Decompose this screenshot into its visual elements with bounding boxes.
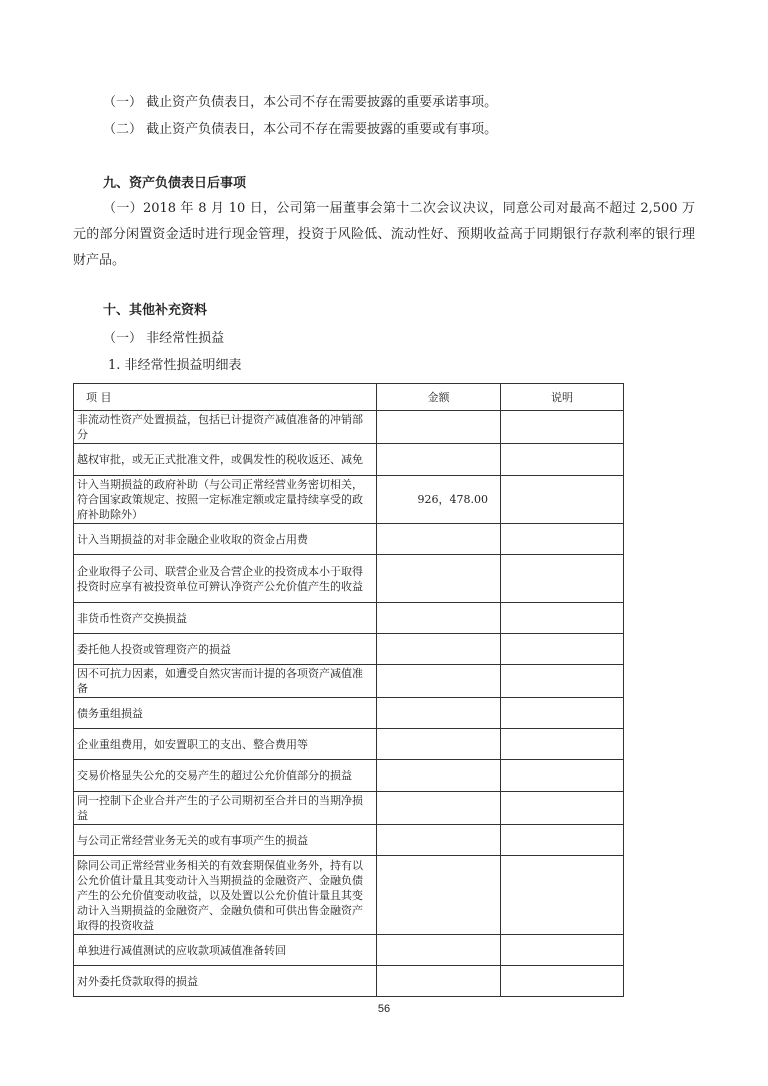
row-item: 委托他人投资或管理资产的损益: [74, 634, 377, 665]
section-9-paragraph: （一）2018 年 8 月 10 日，公司第一届董事会第十二次会议决议，同意公司对最高不超过 2,500 万元的部分闲置资金适时进行现金管理，投资于风险低、流动性好、预期收益高于同期银行存款利率的银行理财产品。: [73, 201, 695, 268]
row-amount: [377, 825, 501, 856]
row-amount: [377, 792, 501, 825]
row-amount: 926，478.00: [377, 476, 501, 524]
table-row: [74, 698, 624, 729]
section-10-heading: 十、其他补充资料: [103, 303, 208, 318]
table-row: [74, 555, 624, 603]
table-row: [74, 476, 624, 524]
row-amount: [377, 524, 501, 555]
table-row: [74, 966, 624, 997]
table-row: [74, 411, 624, 444]
row-item: 企业重组费用，如安置职工的支出、整合费用等: [74, 729, 377, 760]
row-note: [501, 555, 624, 603]
row-item: 与公司正常经营业务无关的或有事项产生的损益: [74, 825, 377, 856]
row-item: 交易价格显失公允的交易产生的超过公允价值部分的损益: [74, 760, 377, 792]
row-amount: [377, 760, 501, 792]
row-item: 单独进行减值测试的应收款项减值准备转回: [74, 935, 377, 966]
row-note: [501, 665, 624, 698]
row-amount: [377, 729, 501, 760]
section-10-subheading: （一） 非经常性损益: [103, 331, 225, 346]
table-row: [74, 729, 624, 760]
row-note: [501, 966, 624, 997]
row-item: 越权审批，或无正式批准文件，或偶发性的税收返还、减免: [74, 444, 377, 476]
row-amount: [377, 698, 501, 729]
row-item: 因不可抗力因素，如遭受自然灾害而计提的各项资产减值准备: [74, 665, 377, 698]
commitment-item-1: （一） 截止资产负债表日，本公司不存在需要披露的重要承诺事项。: [103, 95, 498, 110]
row-amount: [377, 444, 501, 476]
row-note: [501, 856, 624, 935]
row-amount: [377, 411, 501, 444]
table-row: [74, 792, 624, 825]
row-note: [501, 411, 624, 444]
row-item: 同一控制下企业合并产生的子公司期初至合并日的当期净损益: [74, 792, 377, 825]
row-amount: [377, 555, 501, 603]
row-item: 非货币性资产交换损益: [74, 603, 377, 634]
row-amount: [377, 634, 501, 665]
table-row: [74, 935, 624, 966]
row-note: [501, 634, 624, 665]
contingency-item-2: （二） 截止资产负债表日，本公司不存在需要披露的重要或有事项。: [103, 122, 498, 137]
row-item: 非流动性资产处置损益，包括已计提资产减值准备的冲销部分: [74, 411, 377, 444]
row-item: 计入当期损益的对非金融企业收取的资金占用费: [74, 524, 377, 555]
table-row: [74, 760, 624, 792]
table-row: [74, 524, 624, 555]
row-amount: [377, 603, 501, 634]
table-header-row: [74, 384, 624, 411]
row-note: [501, 792, 624, 825]
row-note: [501, 698, 624, 729]
table-row: [74, 444, 624, 476]
table-row: [74, 856, 624, 935]
table-row: [74, 825, 624, 856]
row-item: 企业取得子公司、联营企业及合营企业的投资成本小于取得投资时应享有被投资单位可辨认净资产公允价值产生的收益: [74, 555, 377, 603]
row-amount: [377, 935, 501, 966]
row-amount: [377, 665, 501, 698]
page-number: 56: [377, 1003, 391, 1015]
row-item: 除同公司正常经营业务相关的有效套期保值业务外，持有以公允价值计量且其变动计入当期损益的金融资产、金融负债产生的公允价值变动收益，以及处置以公允价值计量且其变动计入当期损益的金融资产、金融负债和可供出售金融资产取得的投资收益: [74, 856, 377, 935]
row-amount: [377, 856, 501, 935]
non-recurring-gains-table: [73, 383, 624, 997]
table-row: [74, 634, 624, 665]
table-row: [74, 603, 624, 634]
row-item: 对外委托贷款取得的损益: [74, 966, 377, 997]
row-item: 计入当期损益的政府补助（与公司正常经营业务密切相关，符合国家政策规定、按照一定标准定额或定量持续享受的政府补助除外）: [74, 476, 377, 524]
row-note: [501, 603, 624, 634]
row-amount: [377, 966, 501, 997]
row-note: [501, 524, 624, 555]
row-note: [501, 825, 624, 856]
header-amount: 金额: [377, 384, 501, 411]
row-note: [501, 729, 624, 760]
section-9-heading: 九、资产负债表日后事项: [103, 176, 247, 191]
row-note: [501, 476, 624, 524]
header-note: 说明: [501, 384, 624, 411]
row-item: 债务重组损益: [74, 698, 377, 729]
row-note: [501, 444, 624, 476]
row-note: [501, 760, 624, 792]
table-title: 1. 非经常性损益明细表: [108, 358, 242, 373]
header-item: 项 目: [74, 384, 377, 411]
table-row: [74, 665, 624, 698]
row-note: [501, 935, 624, 966]
